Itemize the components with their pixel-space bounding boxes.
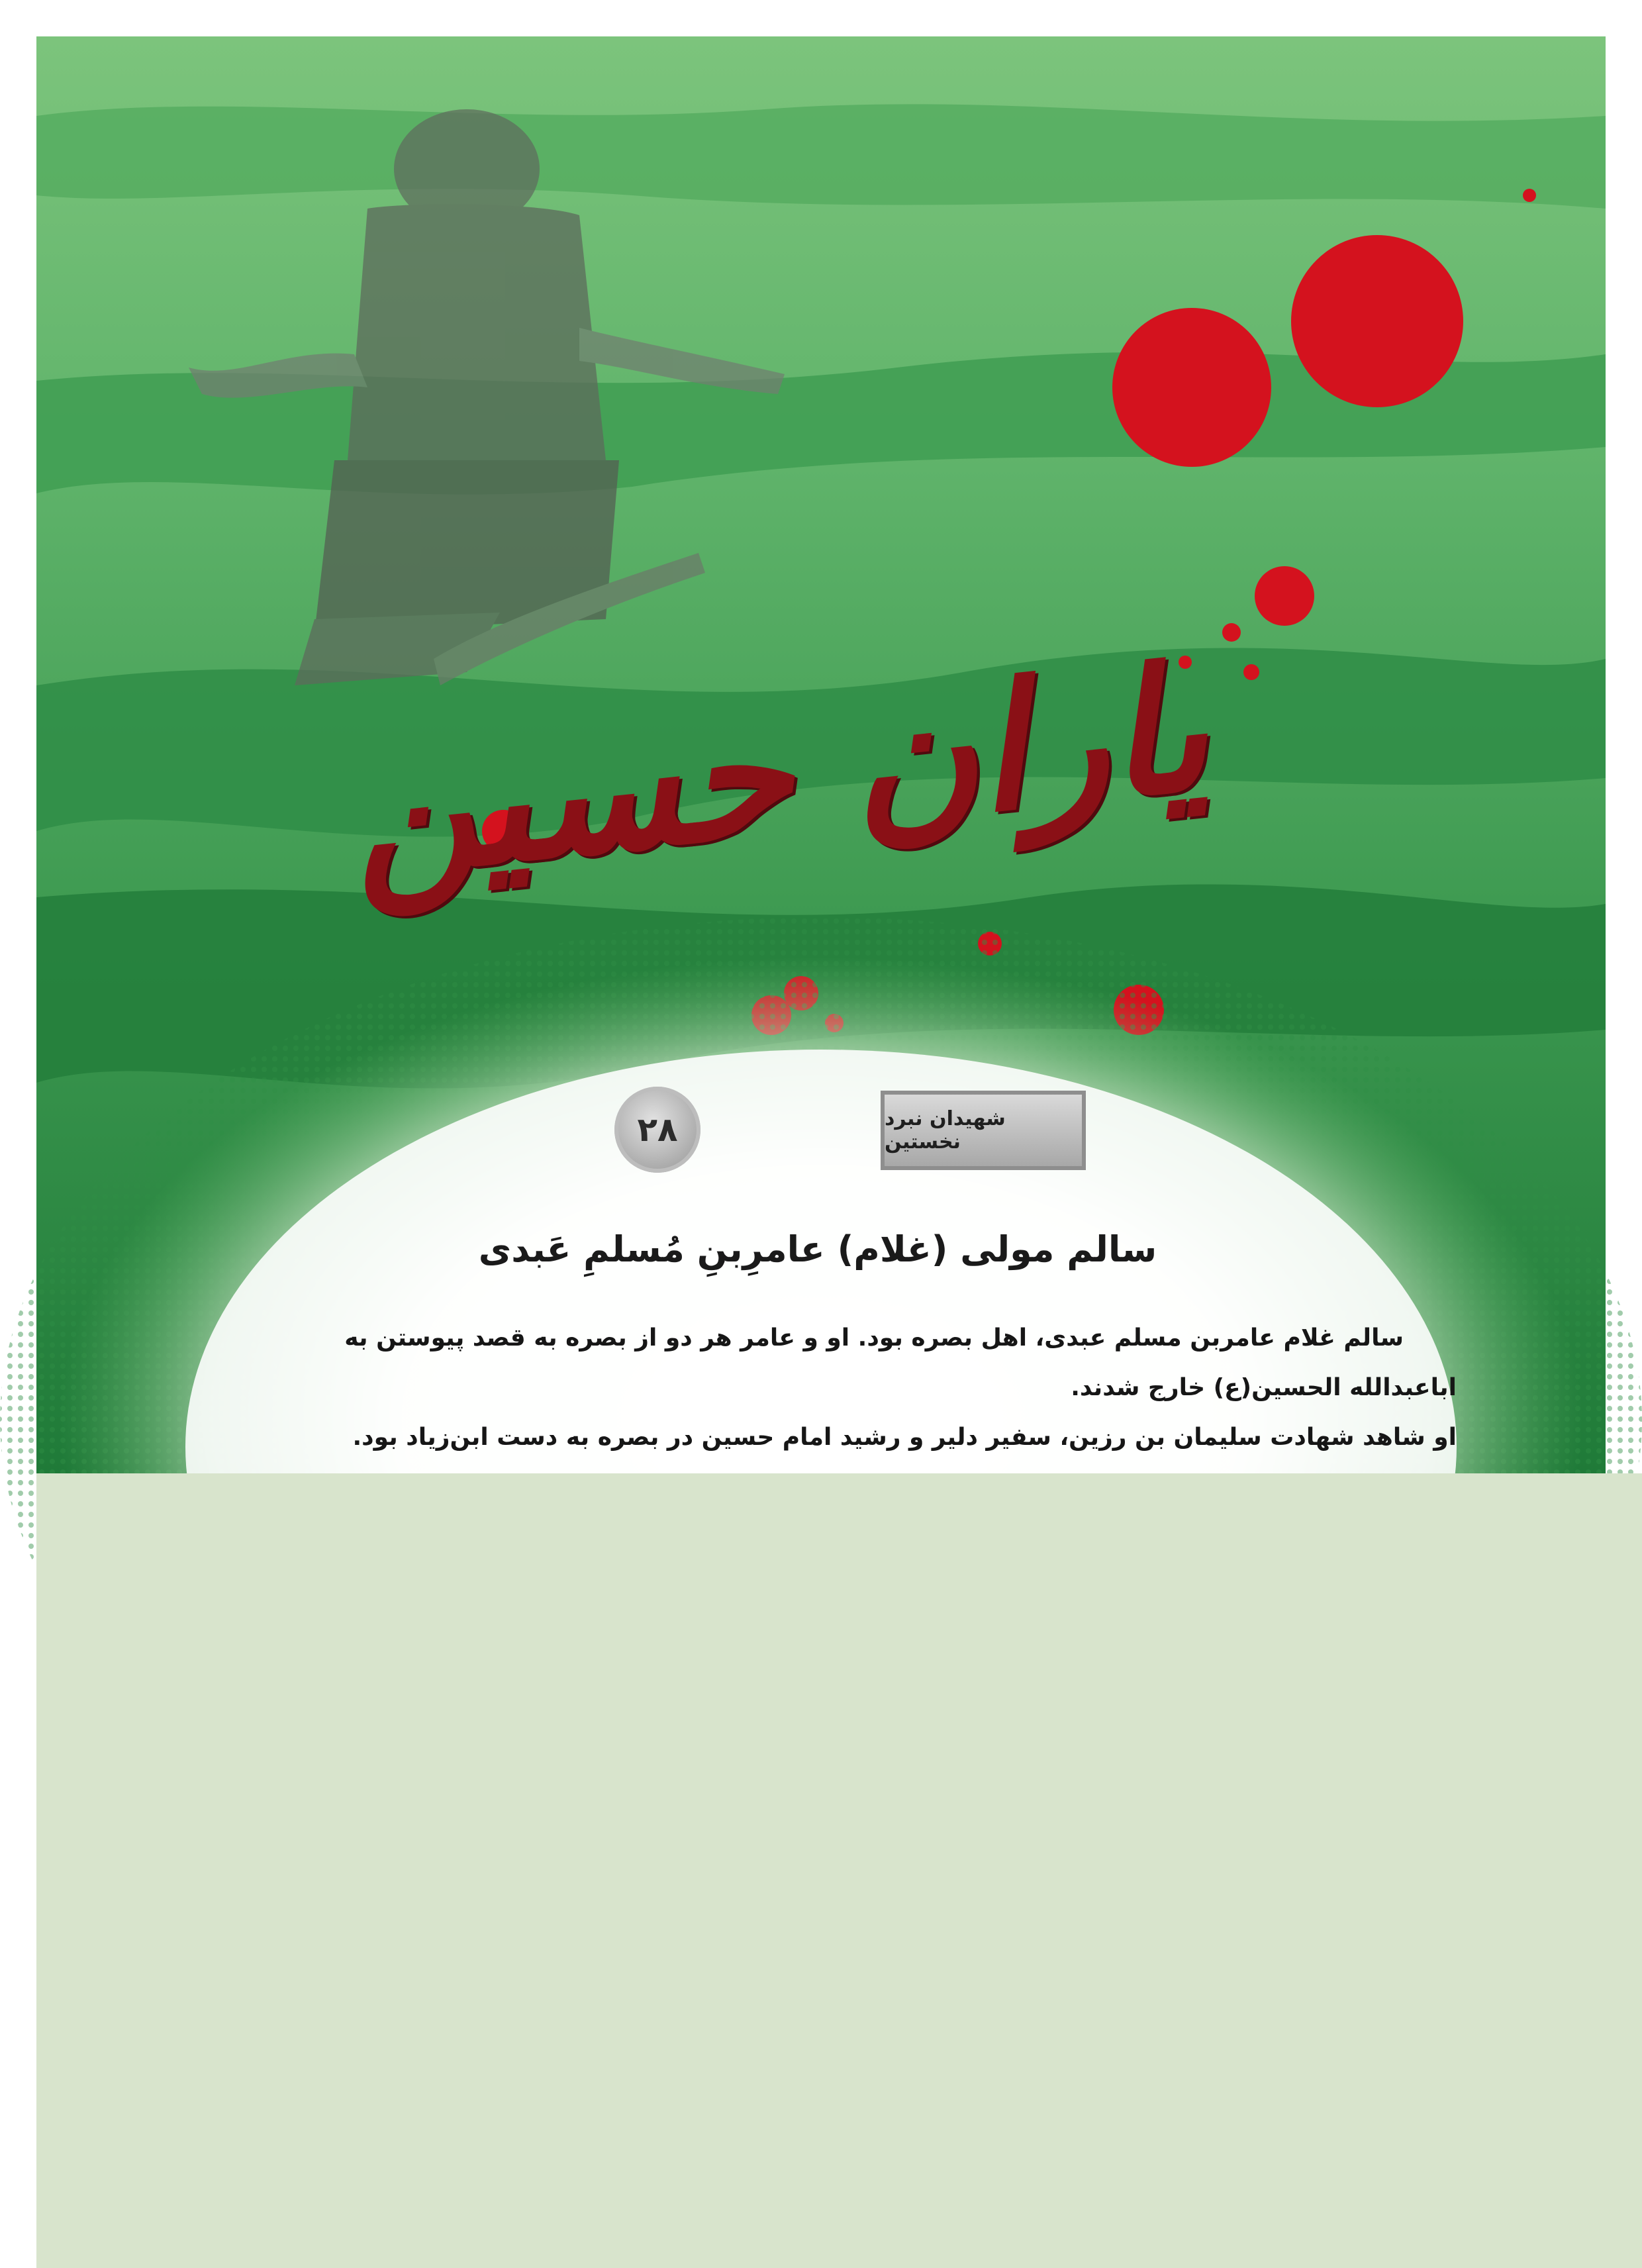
paragraph-2: او شاهد شهادت سلیمان بن رزین، سفیر دلیر و رشید امام حسین در بصره به دست ابن‌زیاد بود.: [352, 1424, 1457, 1451]
paragraph-1: سالم غلام عامربن مسلم عبدی، اهل بصره بود. او و عامر هر دو از بصره به قصد پیوستن به اباعبدالله الحسین(ع) خارج شدند.: [344, 1324, 1457, 1401]
poster: [36, 36, 1606, 1477]
calligraphy-title: یاران حسین: [339, 626, 1217, 917]
series-label: شهیدان نبرد نخستین: [881, 1091, 1086, 1170]
bottom-panel: [36, 1473, 1642, 2268]
page-title: سالم مولی (غلام) عامرِبنِ مُسلمِ عَبدی: [478, 1228, 1157, 1270]
number-badge: ۲۸: [614, 1087, 700, 1173]
